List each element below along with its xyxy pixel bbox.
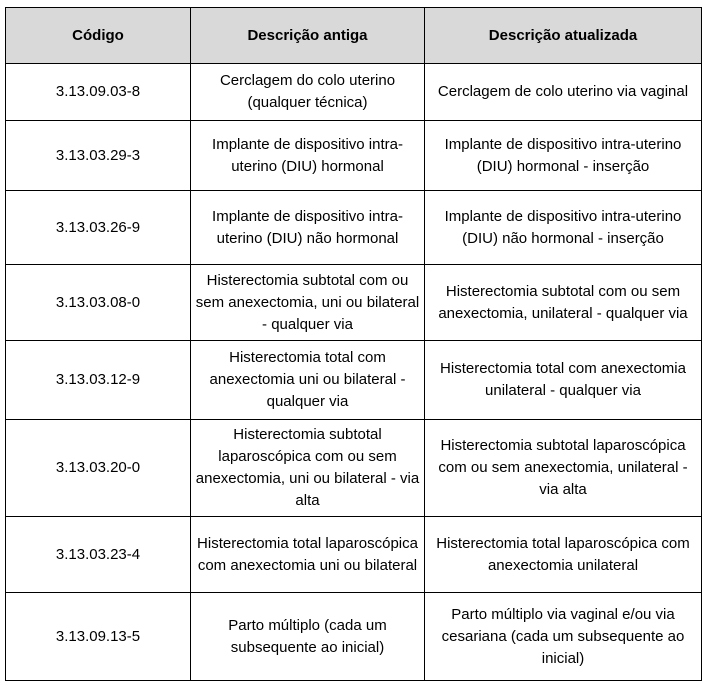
cell-old-description: Histerectomia total com anexectomia uni ou bilateral - qualquer via	[191, 341, 425, 420]
table-row	[6, 517, 702, 593]
table-row	[6, 191, 702, 265]
table-row	[6, 64, 702, 121]
cell-new-description: Histerectomia total laparoscópica com anexectomia unilateral	[425, 517, 702, 593]
procedure-code-table	[5, 7, 702, 681]
header-code: Código	[6, 8, 191, 64]
cell-code: 3.13.09.13-5	[6, 593, 191, 681]
cell-new-description: Cerclagem de colo uterino via vaginal	[425, 64, 702, 121]
table-row	[6, 265, 702, 341]
cell-old-description: Cerclagem do colo uterino (qualquer técnica)	[191, 64, 425, 121]
cell-code: 3.13.03.23-4	[6, 517, 191, 593]
header-old-description: Descrição antiga	[191, 8, 425, 64]
cell-old-description: Implante de dispositivo intra-uterino (DIU) hormonal	[191, 121, 425, 191]
cell-new-description: Parto múltiplo via vaginal e/ou via cesariana (cada um subsequente ao inicial)	[425, 593, 702, 681]
cell-old-description: Histerectomia total laparoscópica com anexectomia uni ou bilateral	[191, 517, 425, 593]
cell-new-description: Histerectomia total com anexectomia unilateral - qualquer via	[425, 341, 702, 420]
table-row	[6, 121, 702, 191]
cell-code: 3.13.03.08-0	[6, 265, 191, 341]
cell-new-description: Implante de dispositivo intra-uterino (DIU) hormonal - inserção	[425, 121, 702, 191]
header-new-description: Descrição atualizada	[425, 8, 702, 64]
cell-new-description: Histerectomia subtotal laparoscópica com ou sem anexectomia, unilateral - via alta	[425, 420, 702, 517]
cell-code: 3.13.03.26-9	[6, 191, 191, 265]
cell-code: 3.13.09.03-8	[6, 64, 191, 121]
cell-old-description: Implante de dispositivo intra-uterino (DIU) não hormonal	[191, 191, 425, 265]
cell-code: 3.13.03.29-3	[6, 121, 191, 191]
cell-new-description: Implante de dispositivo intra-uterino (DIU) não hormonal - inserção	[425, 191, 702, 265]
cell-code: 3.13.03.20-0	[6, 420, 191, 517]
table-row	[6, 593, 702, 681]
cell-old-description: Histerectomia subtotal com ou sem anexectomia, uni ou bilateral - qualquer via	[191, 265, 425, 341]
cell-code: 3.13.03.12-9	[6, 341, 191, 420]
table-row	[6, 341, 702, 420]
cell-old-description: Parto múltiplo (cada um subsequente ao inicial)	[191, 593, 425, 681]
cell-new-description: Histerectomia subtotal com ou sem anexectomia, unilateral - qualquer via	[425, 265, 702, 341]
cell-old-description: Histerectomia subtotal laparoscópica com ou sem anexectomia, uni ou bilateral - via alta	[191, 420, 425, 517]
table-header-row	[6, 8, 702, 64]
table-row	[6, 420, 702, 517]
